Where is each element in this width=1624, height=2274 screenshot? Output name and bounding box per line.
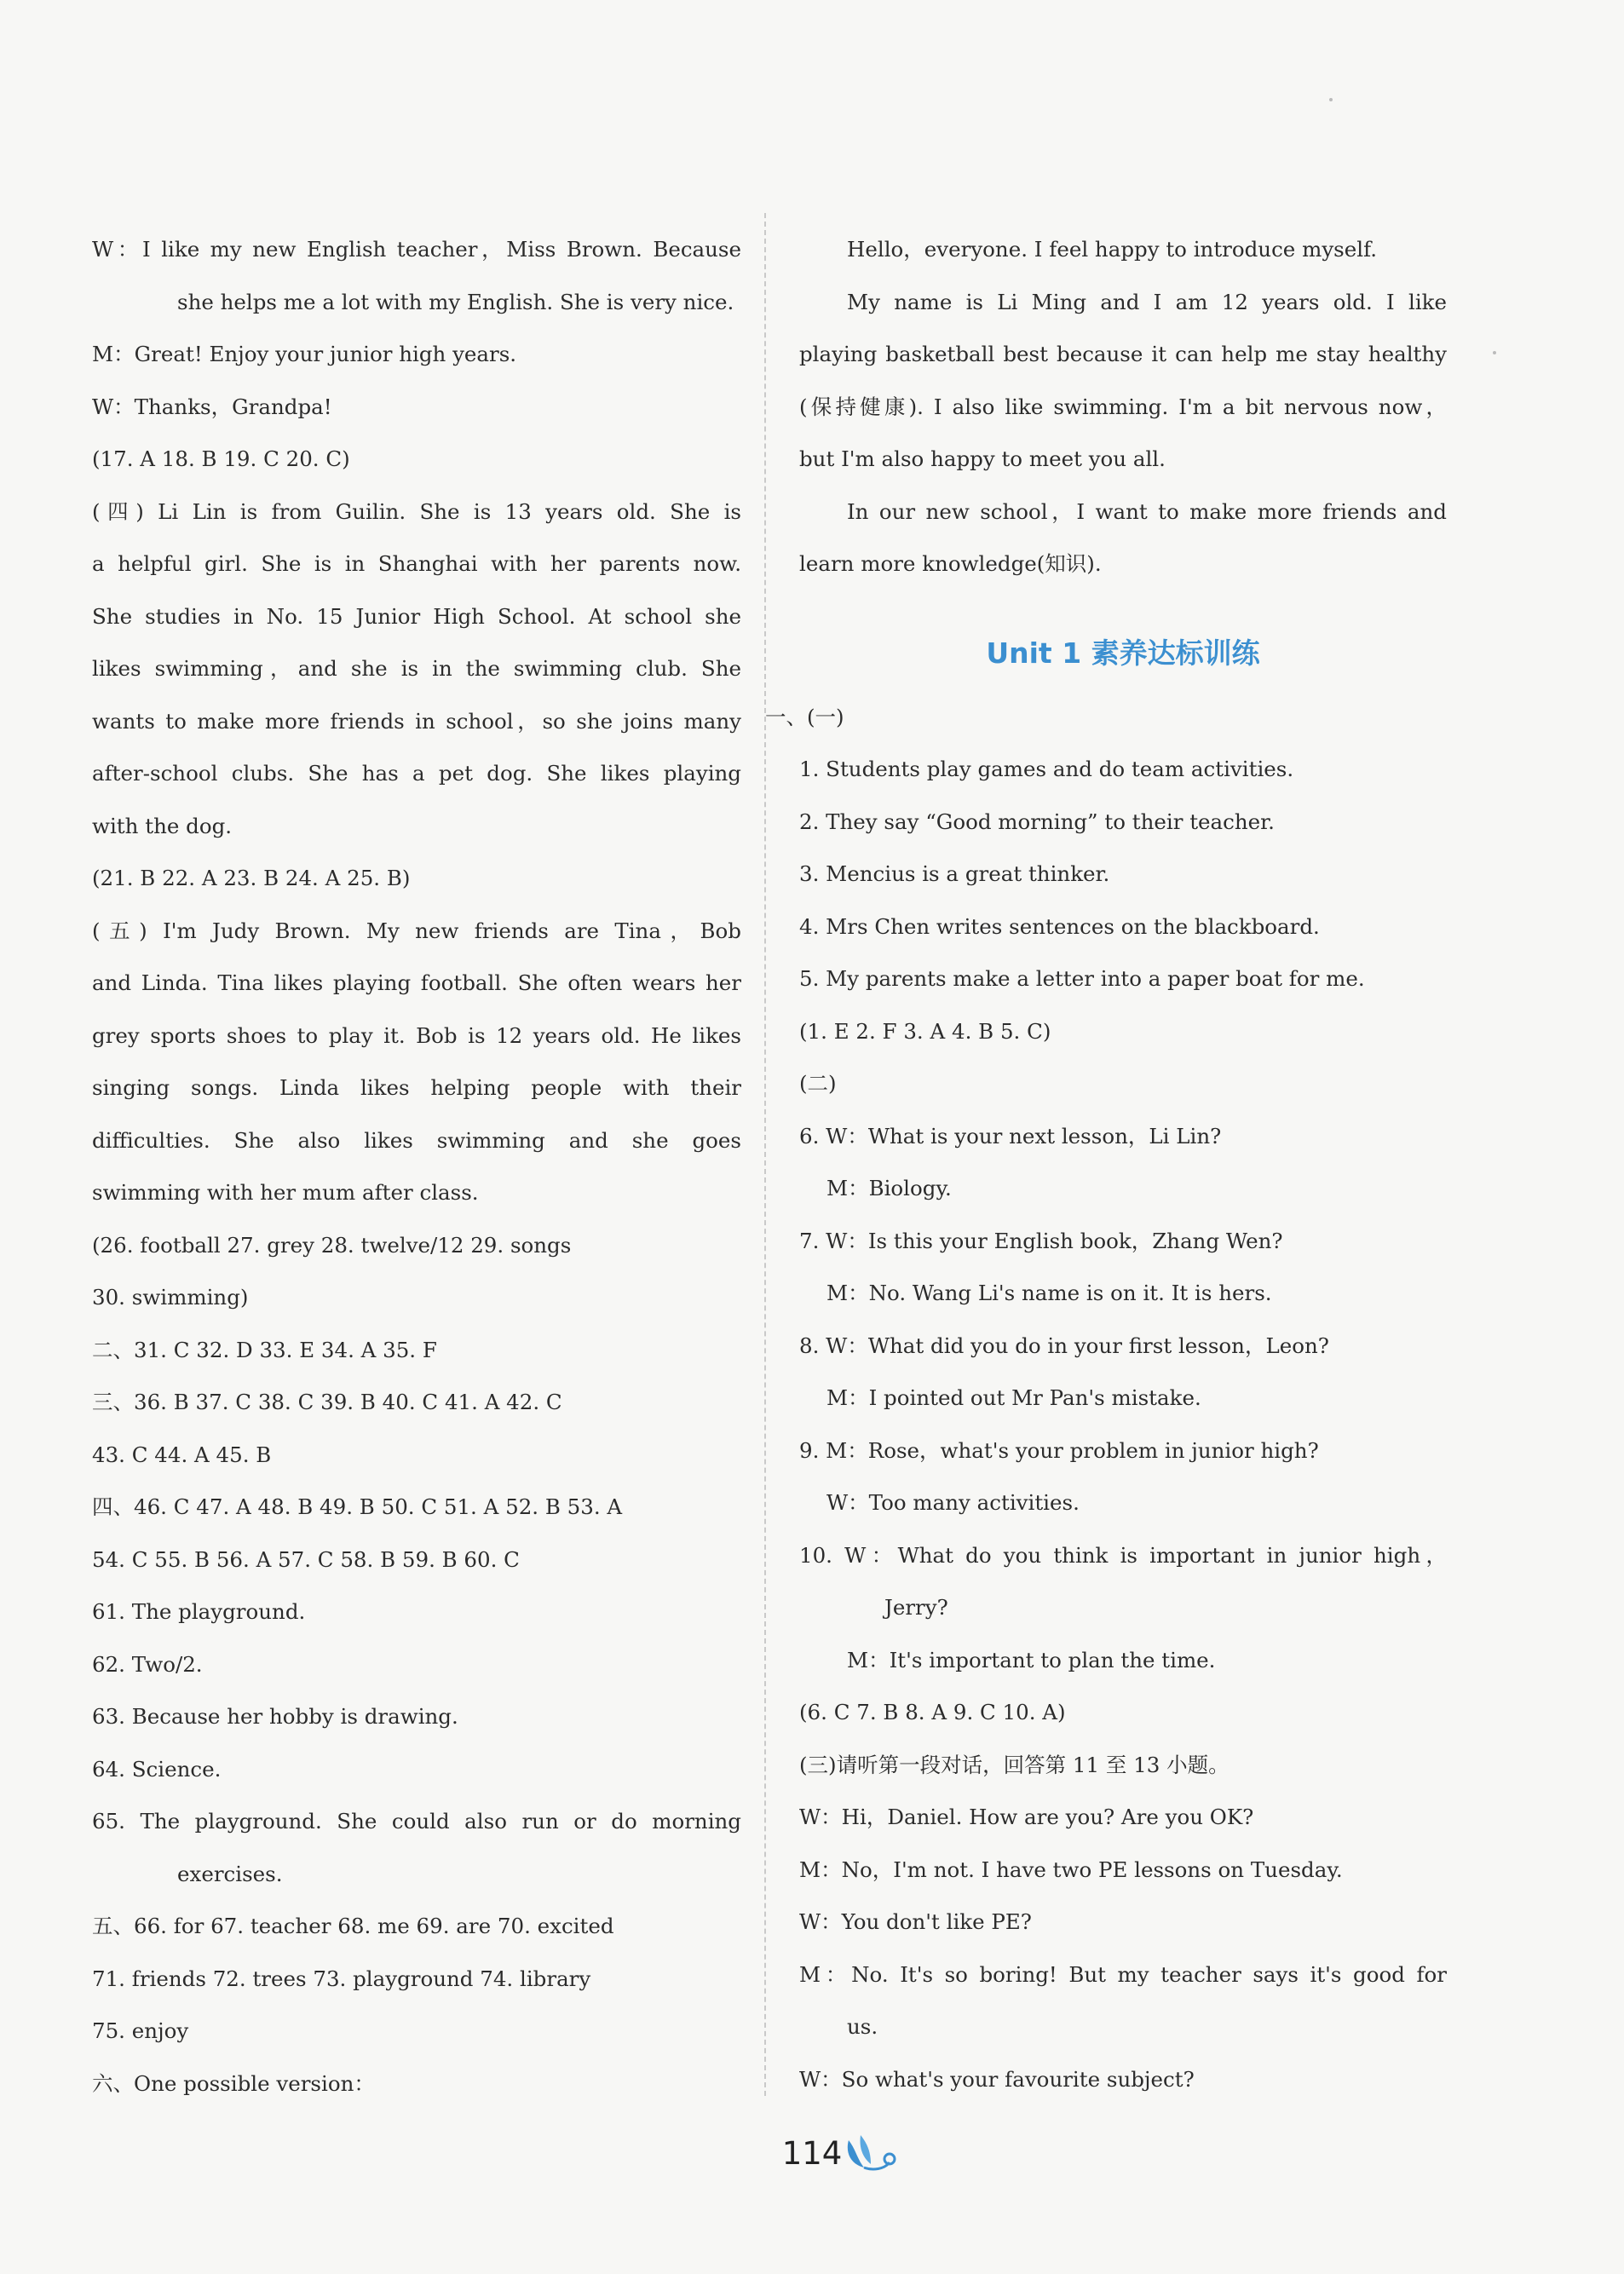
right-column-bottom (765, 691, 1447, 2106)
text-line: 9. M：Rose，what's your problem in junior high? (799, 1437, 1319, 1463)
text-line: (五) I'm Judy Brown. My new friends are Tina，Bob (92, 918, 741, 943)
text-line: W：Thanks，Grandpa! (92, 394, 332, 419)
text-line: 4. Mrs Chen writes sentences on the blackboard. (799, 913, 1320, 939)
text-line: (26. football 27. grey 28. twelve/12 29. songs (92, 1232, 572, 1258)
text-line: 75. enjoy (92, 2018, 189, 2043)
text-line: 71. friends 72. trees 73. playground 74. library (92, 1966, 591, 1991)
text-line: 四、46. C 47. A 48. B 49. B 50. C 51. A 52. B 53. A (92, 1494, 623, 1519)
text-line: Hello，everyone. I feel happy to introduce myself. (847, 237, 1378, 262)
text-line: 5. My parents make a letter into a paper boat for me. (799, 966, 1365, 991)
text-line: 1. Students play games and do team activities. (799, 757, 1294, 781)
text-line: 43. C 44. A 45. B (92, 1442, 272, 1467)
left-column (92, 223, 741, 2110)
speck (1493, 351, 1496, 354)
right-column-top (799, 223, 1447, 590)
text-line: In our new school，I want to make more friends and (847, 498, 1447, 524)
text-line: but I'm also happy to meet you all. (799, 446, 1166, 471)
text-line: 一、(一) (765, 704, 844, 729)
text-line: 63. Because her hobby is drawing. (92, 1704, 458, 1729)
text-line: 三、36. B 37. C 38. C 39. B 40. C 41. A 42. C (92, 1390, 562, 1414)
text-line: My name is Li Ming and I am 12 years old. I like (847, 289, 1447, 314)
text-line: learn more knowledge(知识). (799, 551, 1102, 576)
text-line: (三)请听第一段对话，回答第 11 至 13 小题。 (799, 1752, 1230, 1777)
text-line: W：So what's your favourite subject? (799, 2066, 1195, 2092)
text-line: (6. C 7. B 8. A 9. C 10. A) (799, 1700, 1066, 1724)
text-line: M：No. It's so boring! But my teacher says it's good for (799, 1961, 1447, 1987)
text-line: and Linda. Tina likes playing football. She often wears her (92, 970, 741, 995)
text-line: 65. The playground. She could also run or do morning (92, 1809, 741, 1834)
text-line: with the dog. (92, 813, 233, 838)
text-line: 6. W：What is your next lesson，Li Lin? (799, 1123, 1222, 1149)
text-line: M：No. Wang Li's name is on it. It is hers. (826, 1281, 1272, 1305)
unit-heading-row (799, 616, 1447, 691)
text-line: 五、66. for 67. teacher 68. me 69. are 70. excited (92, 1914, 614, 1938)
text-line: a helpful girl. She is in Shanghai with her parents now. (92, 551, 741, 576)
text-line: 二、31. C 32. D 33. E 34. A 35. F (92, 1337, 437, 1362)
text-line: 61. The playground. (92, 1599, 306, 1624)
text-line: (1. E 2. F 3. A 4. B 5. C) (799, 1018, 1051, 1044)
text-line: 2. They say “Good morning” to their teacher. (799, 809, 1275, 834)
text-line: exercises. (177, 1861, 283, 1886)
text-line: grey sports shoes to play it. Bob is 12 years old. He likes (92, 1022, 741, 1048)
text-line: 10. W：What do you think is important in junior high， (799, 1542, 1447, 1568)
text-line: 54. C 55. B 56. A 57. C 58. B 59. B 60. C (92, 1546, 520, 1572)
text-line: 3. Mencius is a great thinker. (799, 861, 1110, 886)
text-line: W：Too many activities. (826, 1490, 1080, 1515)
text-line: M：No，I'm not. I have two PE lessons on Tuesday. (799, 1857, 1343, 1882)
page-number: 114 (781, 2135, 843, 2172)
text-line: 62. Two/2. (92, 1651, 203, 1677)
column-divider (764, 213, 766, 2096)
text-line: 六、One possible version： (92, 2070, 375, 2096)
text-line: (21. B 22. A 23. B 24. A 25. B) (92, 866, 411, 890)
text-line: (二) (799, 1071, 837, 1096)
text-line: difficulties. She also likes swimming and she goes (92, 1127, 741, 1153)
text-line: She studies in No. 15 Junior High School. At school she (92, 603, 741, 629)
text-line: playing basketball best because it can help me stay healthy (799, 342, 1447, 366)
text-line: she helps me a lot with my English. She is very nice. (177, 289, 734, 314)
unit-heading: Unit 1 素养达标训练 (986, 636, 1260, 670)
text-line: 7. W：Is this your English book，Zhang Wen? (799, 1228, 1283, 1253)
text-line: W：You don't like PE? (799, 1909, 1032, 1934)
text-line: W：Hi，Daniel. How are you? Are you OK? (799, 1805, 1254, 1829)
text-line: W：I like my new English teacher，Miss Brown. Because (92, 237, 741, 262)
leaf-logo-icon (842, 2133, 898, 2173)
text-line: likes swimming，and she is in the swimming club. She (92, 656, 741, 681)
text-line: 8. W：What did you do in your first lesson，Leon? (799, 1333, 1329, 1358)
text-line: after-school clubs. She has a pet dog. She likes playing (92, 761, 741, 786)
text-line: swimming with her mum after class. (92, 1180, 479, 1205)
text-line: (四) Li Lin is from Guilin. She is 13 years old. She is (92, 498, 741, 524)
text-line: singing songs. Linda likes helping people with their (92, 1075, 741, 1100)
text-line: wants to make more friends in school，so she joins many (92, 708, 741, 734)
text-line: M：Great! Enjoy your junior high years. (92, 342, 517, 366)
text-line: M：Biology. (826, 1176, 952, 1200)
text-line: (保持健康). I also like swimming. I'm a bit nervous now， (799, 394, 1447, 419)
text-line: 30. swimming) (92, 1285, 249, 1310)
speck (1329, 98, 1333, 101)
text-line: M：It's important to plan the time. (847, 1647, 1216, 1672)
text-line: M：I pointed out Mr Pan's mistake. (826, 1385, 1201, 1410)
right-column (765, 223, 1447, 2105)
text-line: 64. Science. (92, 1756, 222, 1782)
text-line: (17. A 18. B 19. C 20. C) (92, 446, 350, 471)
text-line: Jerry? (884, 1595, 948, 1620)
text-line: us. (847, 2014, 878, 2039)
